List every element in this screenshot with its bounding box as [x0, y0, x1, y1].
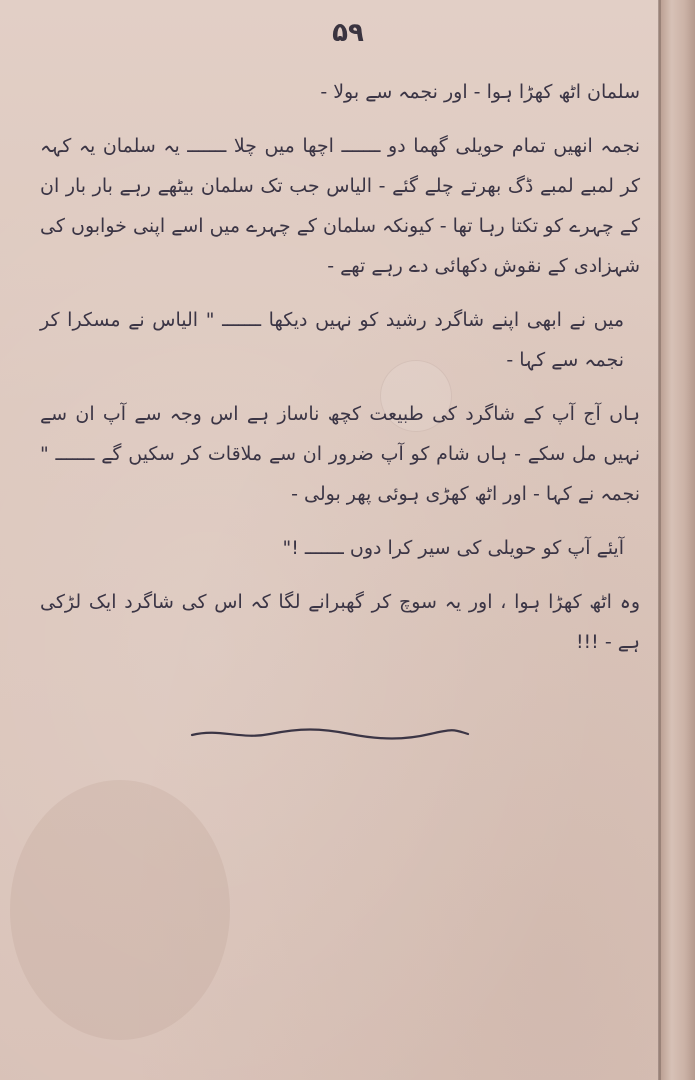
page-edge-line: [658, 0, 661, 1080]
paper-stain: [10, 780, 230, 1040]
page-number: ۵۹: [332, 18, 364, 48]
paragraph: میں نے ابھی اپنے شاگرد رشید کو نہیں دیکھا ـــــــ " الیاس نے مسکرا کر نجمہ سے کہا -: [40, 309, 624, 371]
paragraph: آیئے آپ کو حویلی کی سیر کرا دوں ـــــــ !": [282, 537, 624, 559]
paragraph: سلمان اٹھ کھڑا ہوا - اور نجمہ سے بولا -: [320, 81, 640, 103]
page-text: [40, 72, 640, 676]
paragraph: ہاں آج آپ کے شاگرد کی طبیعت کچھ ناساز ہے اس وجہ سے آپ ان سے نہیں مل سکے - ہاں شام کو آپ ضرور ان سے ملاقات کر سکیں گے ـــــــ " نجمہ نے کہا - اور اٹھ کھڑی ہوئی پھر بولی -: [40, 403, 640, 505]
end-of-chapter-divider: [190, 722, 470, 746]
book-gutter: [659, 0, 695, 1080]
paragraph: وہ اٹھ کھڑا ہوا ، اور یہ سوچ کر گھبرانے لگا کہ اس کی شاگرد ایک لڑکی ہے - !!!: [40, 591, 640, 653]
paragraph: نجمہ انھیں تمام حویلی گھما دو ـــــــ اچھا میں چلا ـــــــ یہ سلمان یہ کہہ کر لمبے لمبے ڈگ بھرتے چلے گئے - الیاس جب تک سلمان بیٹھے رہے بار بار ان کے چہرے کو تکتا رہا تھا - کیونکہ سلمان کے چہرے میں اسے اپنی خوابوں کی شہزادی کے نقوش دکھائی دے رہے تھے -: [40, 135, 640, 277]
